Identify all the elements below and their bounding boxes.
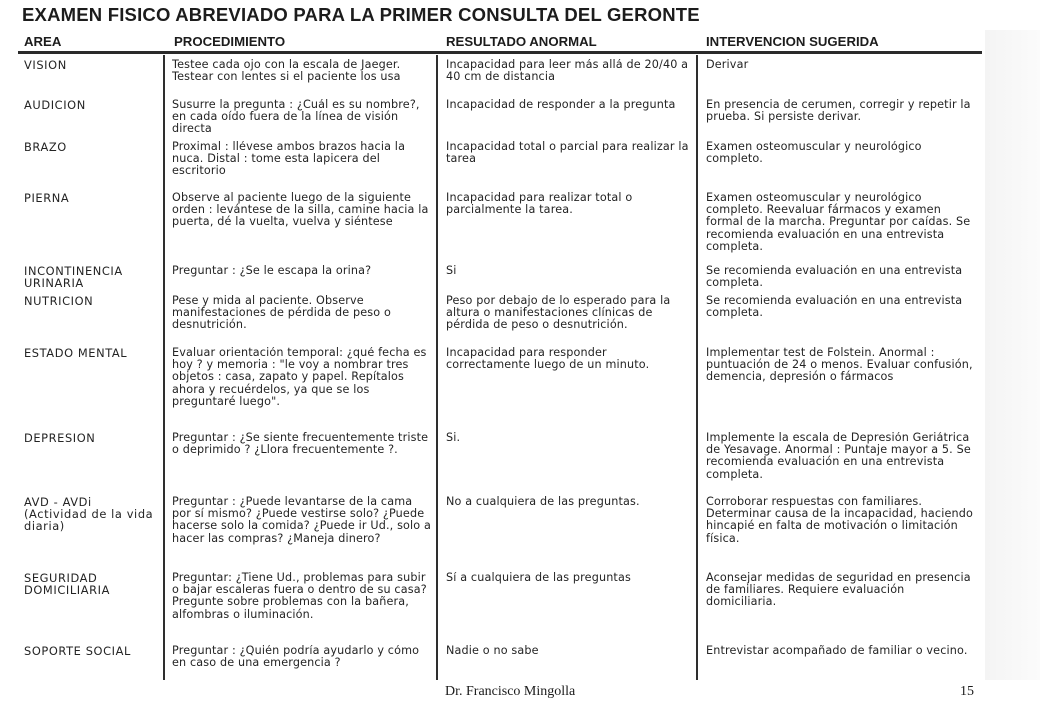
row-estado-mental-resultado: Incapacidad para responder correctamente luego de un minuto. [446, 347, 650, 372]
row-estado-mental-area: ESTADO MENTAL [24, 347, 128, 360]
row-soporte-intervencion: Entrevistar acompañado de familiar o vecino. [706, 645, 968, 657]
row-depresion-area: DEPRESION [24, 432, 96, 445]
row-audicion-area: AUDICION [24, 99, 86, 112]
row-pierna-procedimiento: Observe al paciente luego de la siguiente orden : levántese de la silla, camine hacia la puerta, dé la vuelta, vuelva y siéntese [172, 192, 429, 229]
header-rule [18, 51, 982, 54]
row-incontinencia-intervencion: Se recomienda evaluación en una entrevista completa. [706, 265, 963, 290]
footer-author: Dr. Francisco Mingolla [445, 684, 576, 699]
row-depresion-procedimiento: Preguntar : ¿Se siente frecuentemente triste o deprimido ? ¿Llora frecuentemente ?. [172, 432, 429, 457]
document-title: EXAMEN FISICO ABREVIADO PARA LA PRIMER CONSULTA DEL GERONTE [22, 4, 700, 25]
row-nutricion-intervencion: Se recomienda evaluación en una entrevista completa. [706, 295, 963, 320]
column-header-area: AREA [24, 34, 62, 49]
row-audicion-resultado: Incapacidad de responder a la pregunta [446, 99, 676, 111]
row-pierna-resultado: Incapacidad para realizar total o parcialmente la tarea. [446, 192, 633, 217]
row-soporte-area: SOPORTE SOCIAL [24, 645, 131, 658]
row-vision-resultado: Incapacidad para leer más allá de 20/40 a 40 cm de distancia [446, 59, 689, 84]
row-depresion-intervencion: Implemente la escala de Depresión Geriátrica de Yesavage. Anormal : Puntaje mayor a 5. Se recomienda evaluación en una entrevista completa. [706, 432, 971, 481]
row-pierna-area: PIERNA [24, 192, 70, 205]
row-seguridad-procedimiento: Preguntar: ¿Tiene Ud., problemas para subir o bajar escaleras fuera o dentro de su casa? Pregunte sobre problemas con la bañera, alfombras o iluminación. [172, 572, 427, 621]
row-audicion-intervencion: En presencia de cerumen, corregir y repetir la prueba. Si persiste derivar. [706, 99, 971, 124]
row-vision-intervencion: Derivar [706, 59, 749, 71]
column-divider [436, 55, 438, 680]
row-nutricion-resultado: Peso por debajo de lo esperado para la altura o manifestaciones clínicas de pérdida de peso o desnutrición. [446, 295, 671, 332]
row-avd-procedimiento: Preguntar : ¿Puede levantarse de la cama por sí mismo? ¿Puede vestirse solo? ¿Puede hacerse solo la comida? ¿Puede ir Ud., solo a hacer las compras? ¿Maneja dinero? [172, 496, 432, 545]
column-divider [163, 55, 165, 680]
row-seguridad-intervencion: Aconsejar medidas de seguridad en presencia de familiares. Requiere evaluación domiciliaria. [706, 572, 971, 609]
row-seguridad-area: SEGURIDAD DOMICILIARIA [24, 572, 110, 597]
row-nutricion-procedimiento: Pese y mida al paciente. Observe manifestaciones de pérdida de peso o desnutrición. [172, 295, 391, 332]
row-depresion-resultado: Si. [446, 432, 461, 444]
row-avd-area: AVD - AVDi (Actividad de la vida diaria) [24, 496, 154, 533]
row-brazo-intervencion: Examen osteomuscular y neurológico completo. [706, 141, 922, 166]
row-brazo-area: BRAZO [24, 141, 67, 154]
row-vision-area: VISION [24, 59, 67, 72]
column-header-intervencion: INTERVENCION SUGERIDA [706, 34, 879, 49]
row-avd-intervencion: Corroborar respuestas con familiares. Determinar causa de la incapacidad, haciendo hincapié en falta de motivación o limitación física. [706, 496, 973, 545]
row-pierna-intervencion: Examen osteomuscular y neurológico completo. Reevaluar fármacos y examen formal de la marcha. Preguntar por caídas. Se recomienda evaluación en una entrevista completa. [706, 192, 971, 253]
row-incontinencia-procedimiento: Preguntar : ¿Se le escapa la orina? [172, 265, 372, 277]
row-estado-mental-procedimiento: Evaluar orientación temporal: ¿qué fecha es hoy ? y memoria : "le voy a nombrar tres objetos : casa, zapato y papel. Repítalos ahora y recuérdelos, ya que se los preguntaré luego". [172, 347, 427, 408]
column-header-procedimiento: PROCEDIMIENTO [174, 34, 286, 49]
row-estado-mental-intervencion: Implementar test de Folstein. Anormal : puntuación de 24 o menos. Evaluar confusión, demencia, depresión o fármacos [706, 347, 973, 384]
column-divider [696, 55, 698, 680]
row-nutricion-area: NUTRICION [24, 295, 94, 308]
right-margin-shade [985, 30, 1040, 680]
row-vision-procedimiento: Testee cada ojo con la escala de Jaeger. Testear con lentes si el paciente los usa [172, 59, 401, 84]
row-soporte-resultado: Nadie o no sabe [446, 645, 539, 657]
row-seguridad-resultado: Sí a cualquiera de las preguntas [446, 572, 631, 584]
row-audicion-procedimiento: Susurre la pregunta : ¿Cuál es su nombre?, en cada oído fuera de la línea de visión directa [172, 99, 420, 136]
row-incontinencia-area: INCONTINENCIA URINARIA [24, 265, 123, 290]
row-soporte-procedimiento: Preguntar : ¿Quién podría ayudarlo y cómo en caso de una emergencia ? [172, 645, 420, 670]
row-incontinencia-resultado: Si [446, 265, 457, 277]
row-brazo-procedimiento: Proximal : llévese ambos brazos hacia la nuca. Distal : tome esta lapicera del escritorio [172, 141, 406, 178]
page-number: 15 [960, 684, 974, 699]
row-brazo-resultado: Incapacidad total o parcial para realizar la tarea [446, 141, 689, 166]
column-header-resultado: RESULTADO ANORMAL [446, 34, 597, 49]
row-avd-resultado: No a cualquiera de las preguntas. [446, 496, 640, 508]
